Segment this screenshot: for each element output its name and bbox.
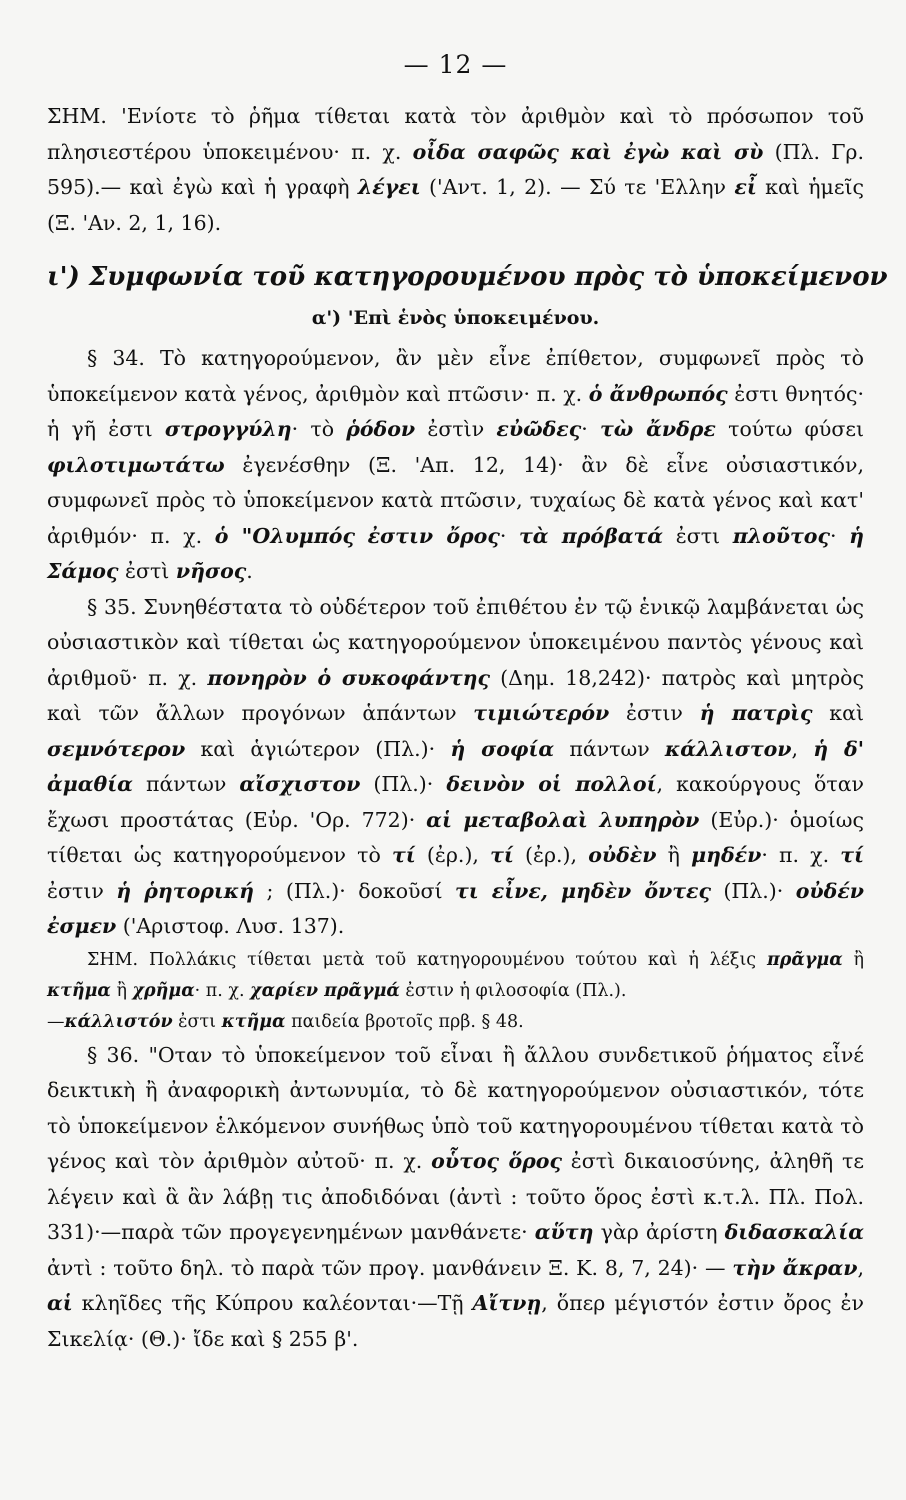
example-text: ῥόδον: [346, 417, 416, 441]
text-run: παιδεία βροτοῖς πρβ. § 48.: [285, 1011, 524, 1032]
example-text: αἴσχιστον: [239, 772, 361, 796]
example-text: κτῆμα: [47, 980, 111, 1001]
text-run: ('Αριστοφ. Λυσ. 137).: [116, 914, 345, 938]
subsection-heading: α') 'Επὶ ἑνὸς ὑποκειμένου.: [311, 307, 600, 329]
example-text: πονηρὸν ὁ συκοφάντης: [207, 665, 490, 690]
text-run: ἐστιν: [47, 878, 117, 903]
example-text: οὗτος ὅρος: [431, 1149, 562, 1173]
example-text: σεμνότερον: [47, 736, 186, 761]
example-text: εὐῶδες: [496, 417, 582, 441]
example-text: ἐστιν ὄρος: [367, 523, 500, 548]
example-text: οὐδέν ἐσμεν: [47, 878, 865, 938]
text-run: πάντων: [132, 772, 240, 796]
paragraph-34: [47, 341, 864, 590]
text-run: 'Ενίοτε τὸ ῥῆμα τίθεται κατὰ τὸν ἀριθμὸν καὶ τὸ πρόσωπον τοῦ πλησιεστέρου ὑποκειμένου· π. χ.: [47, 104, 864, 164]
text-run: καὶ ἡμεῖς (Ξ. 'Αν. 2, 1, 16).: [47, 175, 864, 235]
text-run: · π. χ.: [761, 843, 841, 867]
example-text: τί: [840, 843, 864, 867]
text-run: ·: [829, 523, 850, 548]
text-run: (Πλ. Γρ. 595).— καὶ ἐγὼ καὶ ἡ γραφὴ: [47, 139, 864, 199]
example-text: εἶ: [734, 175, 757, 199]
example-text: στρογγύλη: [164, 417, 292, 441]
example-text: πλοῦτος: [732, 523, 830, 548]
example-text: ἡ δ' ἀμαθία: [47, 736, 864, 796]
text-run: ἐστὶ: [118, 559, 176, 583]
text-run: πάντων: [554, 736, 665, 761]
note-label: ΣΗΜ.: [47, 104, 107, 128]
example-text: χαρίεν πρᾶγμά: [250, 980, 400, 1001]
text-run: (Πλ.)·: [360, 772, 447, 796]
text-run: ·: [499, 523, 519, 548]
example-text: ἡ ῥητορική: [116, 878, 255, 903]
example-text: κάλλιστόν: [64, 1011, 173, 1032]
example-text: νῆσος: [175, 559, 247, 583]
example-text: χρῆμα: [132, 980, 195, 1001]
text-run: ·: [581, 417, 600, 441]
example-text: φιλοτιμωτάτω: [47, 452, 225, 477]
text-run: (ἐρ.),: [415, 843, 491, 867]
note-label: ΣΗΜ.: [87, 949, 139, 970]
example-text: πρᾶγμα: [766, 949, 843, 970]
text-run: , ὅπερ μέγιστόν ἐστιν ὄρος ἐν Σικελίᾳ· (Θ.)· ἴδε καὶ § 255 β'.: [47, 1291, 864, 1351]
text-run: ἀντὶ : τοῦτο δηλ. τὸ παρὰ τῶν προγ. μανθάνειν Ξ. Κ. 8, 7, 24)· —: [47, 1255, 733, 1280]
example-text: ἡ Σάμος: [47, 523, 864, 583]
text-run: · τὸ: [291, 417, 347, 441]
example-text: ἡ πατρὶς: [699, 701, 813, 725]
example-text: τὴν ἄκραν: [732, 1255, 858, 1280]
text-run: ,: [791, 736, 814, 761]
text-run: , κακούργους ὅταν ἔχωσι προστάτας (Εὐρ. 'Ορ. 772)·: [47, 772, 865, 832]
text-run: Πολλάκις τίθεται μετὰ τοῦ κατηγορουμένου τούτου καὶ ἡ λέξις: [138, 949, 767, 970]
example-text: Αἴτνῃ: [472, 1291, 542, 1315]
example-text: δεινὸν οἱ πολλοί: [446, 772, 657, 796]
text-run: · π. χ.: [194, 980, 251, 1001]
text-run: —: [47, 1011, 65, 1032]
text-run: ἢ: [110, 980, 133, 1001]
text-run: ἐγενέσθην (Ξ. 'Απ. 12, 14)· ἂν δὲ εἶνε οὐσιαστικόν, συμφωνεῖ πρὸς τὸ ὑποκείμενον κατὰ πτῶσιν, τυχαίως δὲ κατὰ γένος καὶ κατ' ἀριθμόν· π. χ.: [47, 452, 864, 548]
example-text: τι εἶνε, μηδὲν ὄντες: [454, 878, 711, 903]
example-text: τιμιώτερόν: [473, 701, 610, 725]
paragraph-35: [47, 590, 864, 945]
example-text: ἡ σοφία: [450, 736, 555, 761]
example-text: κάλλιστον: [664, 736, 792, 761]
example-text: τί: [490, 843, 514, 867]
example-text: αὕτη: [534, 1220, 594, 1244]
text-run: ,: [857, 1255, 864, 1280]
text-run: (Πλ.)·: [710, 878, 796, 903]
example-text: τὰ πρόβατά: [518, 523, 664, 548]
text-run: ἐστι: [172, 1011, 222, 1032]
text-run: .: [246, 559, 253, 583]
text-run: (Δημ. 18,242)· πατρὸς καὶ μητρὸς καὶ τῶν ἄλλων προγόνων ἁπάντων: [47, 665, 864, 725]
example-text: αἱ: [47, 1291, 73, 1315]
text-run: ἐστιν ἡ φιλοσοφία (Πλ.).: [399, 980, 627, 1001]
text-run: § 34. Τὸ κατηγορούμενον, ἂν μὲν εἶνε ἐπίθετον, συμφωνεῖ πρὸς τὸ ὑποκείμενον κατὰ γένος, ἀριθμὸν καὶ πτῶσιν· π. χ.: [47, 346, 864, 406]
example-text: τί: [392, 843, 416, 867]
text-run: § 35. Συνηθέστατα τὸ οὐδέτερον τοῦ ἐπιθέτου ἐν τῷ ἑνικῷ λαμβάνεται ὡς οὐσιαστικὸν καὶ τίθεται ὡς κατηγορούμενον ὑποκειμένου παντὸς γένους καὶ ἀριθμοῦ· π. χ.: [47, 594, 864, 690]
example-text: κτῆμα: [221, 1011, 286, 1032]
example-text: διδασκαλία: [724, 1220, 864, 1244]
text-run: ἐστὶν: [415, 417, 497, 441]
note-paragraph-1: [47, 99, 864, 241]
note-paragraph-2: [47, 945, 864, 1038]
text-run: καὶ: [812, 701, 864, 725]
text-run: ἐστιν: [609, 701, 700, 725]
example-text: τὼ ἄνδρε: [599, 417, 716, 441]
text-run: ἢ: [842, 949, 864, 970]
paragraph-36: [47, 1038, 864, 1358]
example-text: οὐδὲν: [588, 843, 657, 867]
text-run: ; (Πλ.)· δοκοῦσί: [254, 878, 455, 903]
text-run: κληῖδες τῆς Κύπρου καλέονται·—Τῇ: [72, 1291, 473, 1315]
example-text: λέγει: [357, 175, 421, 199]
text-run: ('Αντ. 1, 2). — Σύ τε 'Ελλην: [420, 175, 735, 199]
text-run: τούτω φύσει: [715, 417, 864, 441]
page-number: — 12 —: [403, 50, 508, 79]
text-run: ἐστὶ δικαιοσύνης, ἀληθῆ τε λέγειν καὶ ἃ ἂν λάβῃ τις ἀποδιδόναι (ἀντὶ : τοῦτο ὅρος ἐστὶ κ.τ.λ. Πλ. Πολ. 331)·—παρὰ τῶν προγεγενημένων μανθάνετε·: [47, 1149, 864, 1244]
text-run: καὶ ἁγιώτερον (Πλ.)·: [185, 736, 451, 761]
text-run: (ἐρ.),: [513, 843, 589, 867]
example-text: ὁ "Ολυμπός: [214, 523, 355, 548]
text-run: § 36. "Οταν τὸ ὑποκείμενον τοῦ εἶναι ἢ ἄλλου συνδετικοῦ ῥήματος εἶνέ δεικτικὴ ἢ ἀναφορικὴ ἀντωνυμία, τὸ δὲ κατηγορούμενον οὐσιαστικόν, τότε τὸ ὑποκείμενον ἑλκόμενον συνήθως ὑπὸ τοῦ κατηγορουμένου τίθεται κατὰ τὸ γένος καὶ τὸν ἀριθμὸν αὐτοῦ· π. χ.: [47, 1042, 864, 1173]
example-text: αἱ μεταβολαὶ λυπηρὸν: [426, 807, 700, 832]
text-run: ἐστι: [663, 523, 733, 548]
example-text: μηδέν: [691, 843, 762, 867]
text-run: (Εὐρ.)· ὁμοίως τίθεται ὡς κατηγορούμενον τὸ: [47, 807, 864, 867]
example-text: ὁ ἄνθρωπός: [588, 381, 728, 406]
text-run: γὰρ ἀρίστη: [593, 1220, 725, 1244]
text-run: [355, 524, 368, 548]
text-run: ἐστι θνητός· ἡ γῆ ἐστι: [47, 381, 864, 441]
text-run: ἢ: [656, 843, 692, 867]
section-heading: ι') Συμφωνία τοῦ κατηγορουμένου πρὸς τὸ ὑποκείμενον: [47, 262, 888, 292]
example-text: οἶδα σαφῶς καὶ ἐγὼ καὶ σὺ: [412, 139, 764, 164]
